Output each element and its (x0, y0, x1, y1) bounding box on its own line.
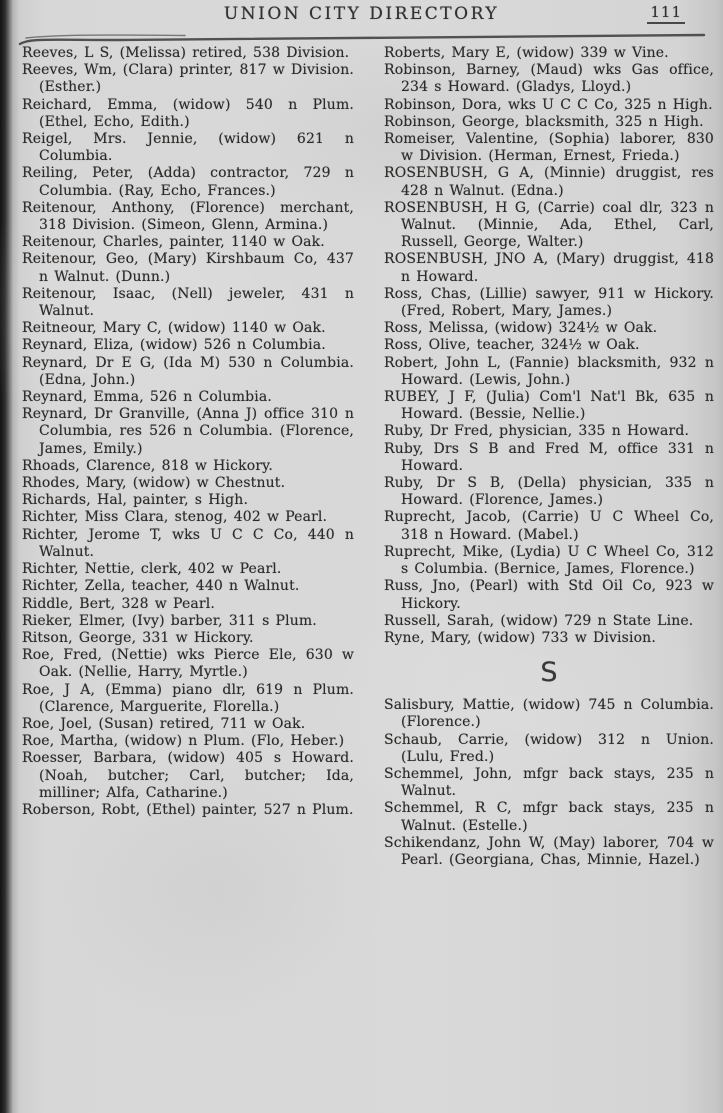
directory-entry: Reynard, Dr E G, (Ida M) 530 n Columbia. (Edna, John.) (22, 354, 354, 388)
directory-entry: Rhodes, Mary, (widow) w Chestnut. (22, 475, 286, 492)
directory-entry: Roe, J A, (Emma) piano dlr, 619 n Plum. (Clarence, Marguerite, Florella.) (22, 681, 354, 715)
directory-entry: Roberson, Robt, (Ethel) painter, 527 n Plum. (22, 801, 354, 818)
directory-entry: Richter, Jerome T, wks U C C Co, 440 n Walnut. (22, 526, 354, 560)
directory-entry: Reitenour, Geo, (Mary) Kirshbaum Co, 437 n Walnut. (Dunn.) (22, 251, 354, 285)
directory-entry: Schemmel, John, mfgr back stays, 235 n Walnut. (384, 765, 714, 800)
directory-entry: Russ, Jno, (Pearl) with Std Oil Co, 923 w Hickory. (384, 578, 714, 612)
directory-entry: Ruby, Dr S B, (Della) physician, 335 n Howard. (Florence, James.) (384, 475, 714, 509)
directory-entry: ROSENBUSH, G A, (Minnie) druggist, res 428 n Walnut. (Edna.) (384, 165, 714, 199)
directory-entry: Reeves, Wm, (Clara) printer, 817 w Division. (Esther.) (22, 62, 354, 96)
directory-entry: Reynard, Dr Granville, (Anna J) office 310 n Columbia, res 526 n Columbia. (Florence, James, Emily.) (22, 406, 354, 457)
directory-entry: Robinson, George, blacksmith, 325 n High. (384, 113, 704, 130)
directory-entry: Ruprecht, Jacob, (Carrie) U C Wheel Co, 318 n Howard. (Mabel.) (384, 509, 714, 543)
directory-entry: Richter, Nettie, clerk, 402 w Pearl. (22, 561, 282, 578)
directory-entry: Robinson, Dora, wks U C C Co, 325 n High. (384, 96, 713, 113)
directory-entry: Reitneour, Mary C, (widow) 1140 w Oak. (22, 320, 326, 337)
left-column (22, 45, 354, 819)
directory-entry: Schikendanz, John W, (May) laborer, 704 w Pearl. (Georgiana, Chas, Minnie, Hazel.) (384, 834, 714, 868)
directory-entry: Reichard, Emma, (widow) 540 n Plum. (Ethel, Echo, Edith.) (22, 96, 354, 130)
directory-entry: Ross, Olive, teacher, 324½ w Oak. (384, 337, 640, 354)
directory-entry: Riddle, Bert, 328 w Pearl. (22, 595, 215, 612)
directory-entry: Ross, Melissa, (widow) 324½ w Oak. (384, 320, 658, 337)
page-title: UNION CITY DIRECTORY (223, 4, 500, 24)
directory-entry: Roberts, Mary E, (widow) 339 w Vine. (384, 45, 669, 61)
directory-entry: Reigel, Mrs. Jennie, (widow) 621 n Columbia. (22, 131, 354, 165)
directory-entry: Ruby, Dr Fred, physician, 335 n Howard. (384, 423, 690, 440)
page-number: 111 (647, 3, 685, 24)
directory-entry: RUBEY, J F, (Julia) Com'l Nat'l Bk, 635 n Howard. (Bessie, Nellie.) (384, 389, 714, 423)
directory-entry: Schemmel, R C, mfgr back stays, 235 n Walnut. (Estelle.) (384, 800, 714, 834)
directory-entry: ROSENBUSH, JNO A, (Mary) druggist, 418 n Howard. (384, 251, 714, 285)
directory-entry: Ruprecht, Mike, (Lydia) U C Wheel Co, 312 s Columbia. (Bernice, James, Florence.) (384, 543, 714, 578)
directory-entry: Roesser, Barbara, (widow) 405 s Howard. (Noah, butcher; Carl, butcher; Ida, milliner; Alfa, Catharine.) (22, 750, 354, 801)
directory-entry: Schaub, Carrie, (widow) 312 n Union. (Lulu, Fred.) (384, 731, 714, 765)
directory-entry: Richards, Hal, painter, s High. (22, 492, 249, 509)
directory-entry: Robert, John L, (Fannie) blacksmith, 932 n Howard. (Lewis, John.) (384, 354, 714, 388)
directory-entry: Robinson, Barney, (Maud) wks Gas office, 234 s Howard. (Gladys, Lloyd.) (384, 62, 714, 96)
directory-entry: Rhoads, Clarence, 818 w Hickory. (22, 457, 273, 474)
section-letter-s: S (540, 657, 558, 689)
directory-entry: Ross, Chas, (Lillie) sawyer, 911 w Hickory. (Fred, Robert, Mary, James.) (384, 285, 714, 320)
directory-entry: Richter, Zella, teacher, 440 n Walnut. (22, 578, 300, 595)
directory-entry: Russell, Sarah, (widow) 729 n State Line. (384, 612, 694, 629)
directory-entry: Roe, Fred, (Nettie) wks Pierce Ele, 630 w Oak. (Nellie, Harry, Myrtle.) (22, 647, 354, 681)
directory-entry: Reitenour, Charles, painter, 1140 w Oak. (22, 234, 325, 251)
directory-entry: Reiling, Peter, (Adda) contractor, 729 n Columbia. (Ray, Echo, Frances.) (22, 165, 354, 199)
directory-entry: Ruby, Drs S B and Fred M, office 331 n Howard. (384, 440, 714, 474)
directory-entry: Reitenour, Anthony, (Florence) merchant, 318 Division. (Simeon, Glenn, Armina.) (22, 199, 354, 234)
directory-entry: Reeves, L S, (Melissa) retired, 538 Division. (22, 45, 350, 61)
directory-entry: Richter, Miss Clara, stenog, 402 w Pearl. (22, 509, 328, 526)
directory-entry: Roe, Joel, (Susan) retired, 711 w Oak. (22, 715, 306, 732)
directory-entry: ROSENBUSH, H G, (Carrie) coal dlr, 323 n Walnut. (Minnie, Ada, Ethel, Carl, Russell, George, Walter.) (384, 199, 714, 251)
directory-entry: Rieker, Elmer, (Ivy) barber, 311 s Plum. (22, 612, 317, 629)
directory-entry: Salisbury, Mattie, (widow) 745 n Columbia. (Florence.) (384, 697, 714, 731)
right-column (384, 45, 714, 869)
directory-entry: Ryne, Mary, (widow) 733 w Division. (384, 629, 656, 646)
directory-entry: Reynard, Eliza, (widow) 526 n Columbia. (22, 337, 326, 354)
directory-entry: Ritson, George, 331 w Hickory. (22, 629, 254, 646)
directory-entry: Roe, Martha, (widow) n Plum. (Flo, Heber.) (22, 733, 345, 750)
directory-entry: Reitenour, Isaac, (Nell) jeweler, 431 n Walnut. (22, 285, 354, 320)
directory-entry: Romeiser, Valentine, (Sophia) laborer, 830 w Division. (Herman, Ernest, Frieda.) (384, 131, 714, 165)
directory-entry: Reynard, Emma, 526 n Columbia. (22, 389, 272, 406)
